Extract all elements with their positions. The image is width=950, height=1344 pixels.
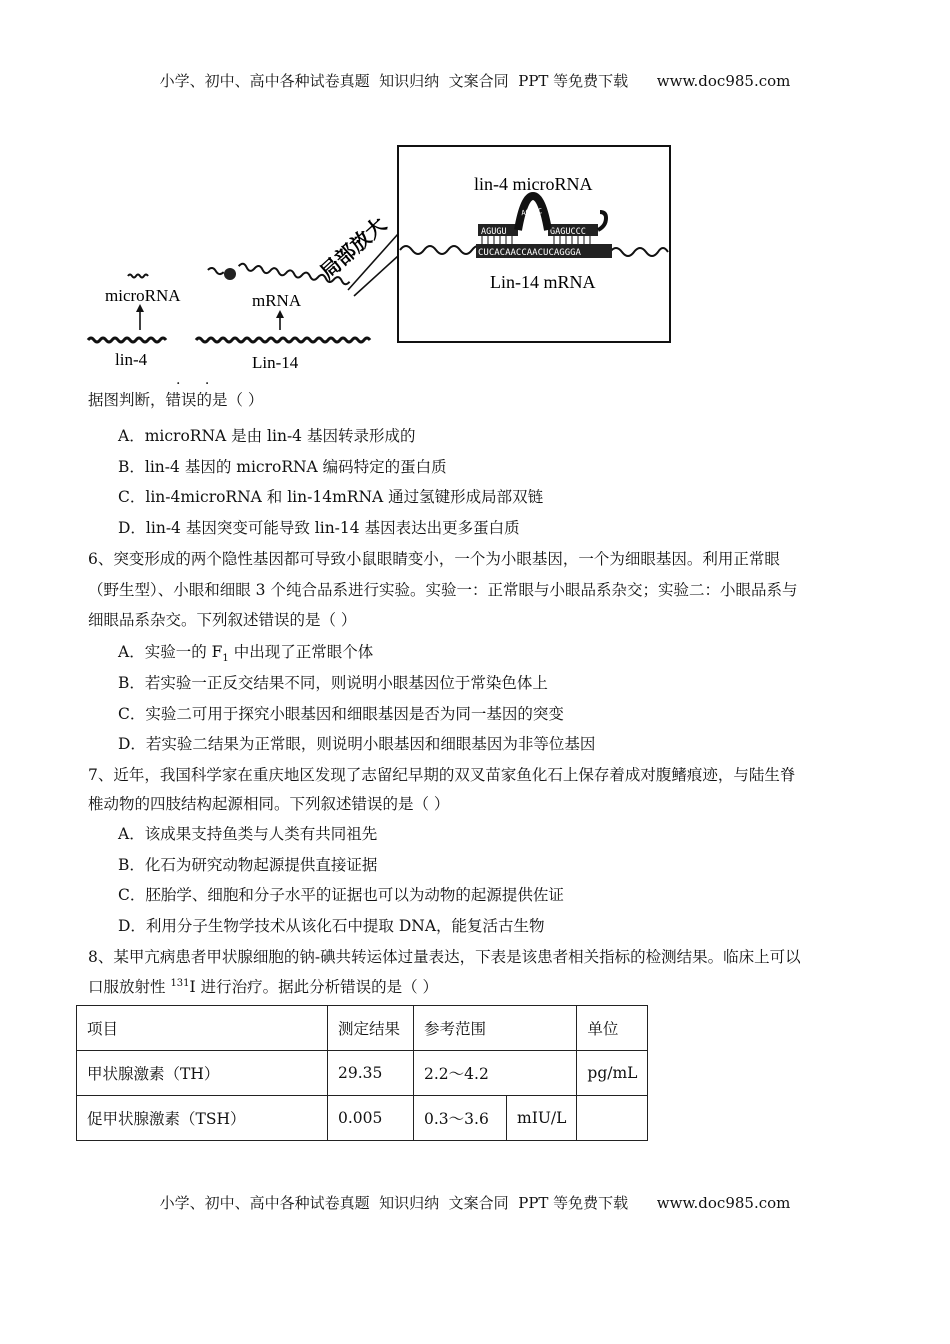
- seq-bottom: CUCACAACCAACUCAGGGA: [478, 248, 581, 258]
- q6-option-a-pre: A．实验一的 F: [118, 643, 223, 661]
- label-mrna: mRNA: [252, 291, 302, 310]
- q7-stem-line2: 椎动物的四肢结构起源相同。下列叙述错误的是（ ）: [88, 795, 450, 813]
- q8-stem-line2: [88, 975, 438, 997]
- row2-item: 促甲状腺激素（TSH）: [77, 1096, 328, 1141]
- seq-loop: ACUCC: [520, 207, 543, 218]
- label-lin4-microrna: lin-4 microRNA: [474, 174, 593, 194]
- lin14-gene-line: [196, 338, 370, 342]
- q8-stem-line2-post: I 进行治疗。据此分析错误的是（ ）: [189, 978, 439, 996]
- emphasis-dots: . .: [176, 372, 220, 388]
- label-lin14-mrna: Lin-14 mRNA: [490, 272, 596, 292]
- label-lin4: lin-4: [115, 350, 148, 369]
- label-zoom: 局部放大: [315, 212, 391, 284]
- q6-option-a-sub: 1: [222, 653, 229, 665]
- ribosome-icon: [224, 268, 236, 280]
- seq-left: AGUGU: [481, 227, 507, 237]
- q6-option-b: B．若实验一正反交结果不同，则说明小眼基因位于常染色体上: [118, 674, 548, 692]
- microrna-strand: [128, 275, 148, 278]
- results-table: [76, 1005, 648, 1141]
- q6-option-c: C．实验二可用于探究小眼基因和细眼基因是否为同一基因的突变: [118, 705, 564, 723]
- microrna-tail: [598, 212, 606, 230]
- zoom-mrna-wave-right: [610, 248, 668, 256]
- header-item: 项目: [77, 1006, 328, 1051]
- q6-option-a-post: 中出现了正常眼个体: [228, 643, 374, 661]
- row1-result: 29.35: [328, 1051, 414, 1096]
- q8-stem-line2-sup: 131: [170, 977, 190, 989]
- q5-option-c: C．lin-4microRNA 和 lin-14mRNA 通过氢键形成局部双链: [118, 488, 544, 506]
- q6-stem-line1: 6、突变形成的两个隐性基因都可导致小鼠眼睛变小，一个为小眼基因，一个为细眼基因。利用正常眼: [88, 550, 780, 568]
- row1-unit: pg/mL: [577, 1051, 648, 1096]
- q8-stem-line2-pre: 口服放射性: [88, 978, 171, 996]
- table-row: [77, 1096, 648, 1141]
- table-header-row: [77, 1006, 648, 1051]
- q7-option-c: C．胚胎学、细胞和分子水平的证据也可以为动物的起源提供佐证: [118, 886, 564, 904]
- header-unit: 单位: [577, 1006, 648, 1051]
- q6-stem-line2: （野生型）、小眼和细眼 3 个纯合品系进行实验。实验一：正常眼与小眼品系杂交；实验二：小眼品系与: [88, 581, 798, 599]
- row1-range: 2.2～4.2: [414, 1051, 577, 1096]
- label-lin14: Lin-14: [252, 353, 299, 372]
- q6-option-d: D．若实验二结果为正常眼，则说明小眼基因和细眼基因为非等位基因: [118, 735, 596, 753]
- row2-empty: [577, 1096, 648, 1141]
- row1-item: 甲状腺激素（TH）: [77, 1051, 328, 1096]
- header-range: 参考范围: [414, 1006, 577, 1051]
- row2-range: 0.3～3.6: [414, 1096, 507, 1141]
- row2-unit: mIU/L: [507, 1096, 577, 1141]
- q7-option-b: B．化石为研究动物起源提供直接证据: [118, 856, 378, 874]
- q5-option-a: A．microRNA 是由 lin-4 基因转录形成的: [118, 427, 416, 445]
- row2-result: 0.005: [328, 1096, 414, 1141]
- page-footer: 小学、初中、高中各种试卷真题 知识归纳 文案合同 PPT 等免费下载 www.doc985.com: [159, 1194, 791, 1212]
- q7-option-d: D．利用分子生物学技术从该化石中提取 DNA，能复活古生物: [118, 917, 545, 935]
- label-microrna: microRNA: [105, 286, 181, 305]
- q6-option-a: [118, 640, 373, 664]
- lin4-gene-line: [88, 338, 166, 342]
- table-row: [77, 1051, 648, 1096]
- microrna-diagram: [80, 140, 720, 372]
- q5-option-d: D．lin-4 基因突变可能导致 lin-14 基因表达出更多蛋白质: [118, 519, 520, 537]
- q6-stem-line3: 细眼品系杂交。下列叙述错误的是（ ）: [88, 611, 357, 629]
- q8-stem-line1: 8、某甲亢病患者甲状腺细胞的钠-碘共转运体过量表达，下表是该患者相关指标的检测结果。临床上可以: [88, 948, 801, 966]
- q7-option-a: A．该成果支持鱼类与人类有共同祖先: [118, 825, 378, 843]
- seq-right: GAGUCCC: [550, 227, 586, 237]
- q7-stem-line1: 7、近年，我国科学家在重庆地区发现了志留纪早期的双叉苗家鱼化石上保存着成对腹鳍痕迹，与陆生脊: [88, 766, 796, 784]
- header-result: 测定结果: [328, 1006, 414, 1051]
- page-header: 小学、初中、高中各种试卷真题 知识归纳 文案合同 PPT 等免费下载 www.doc985.com: [159, 72, 791, 90]
- q5-stem: 据图判断，错误的是（ ）: [88, 391, 264, 409]
- q5-option-b: B．lin-4 基因的 microRNA 编码特定的蛋白质: [118, 458, 447, 476]
